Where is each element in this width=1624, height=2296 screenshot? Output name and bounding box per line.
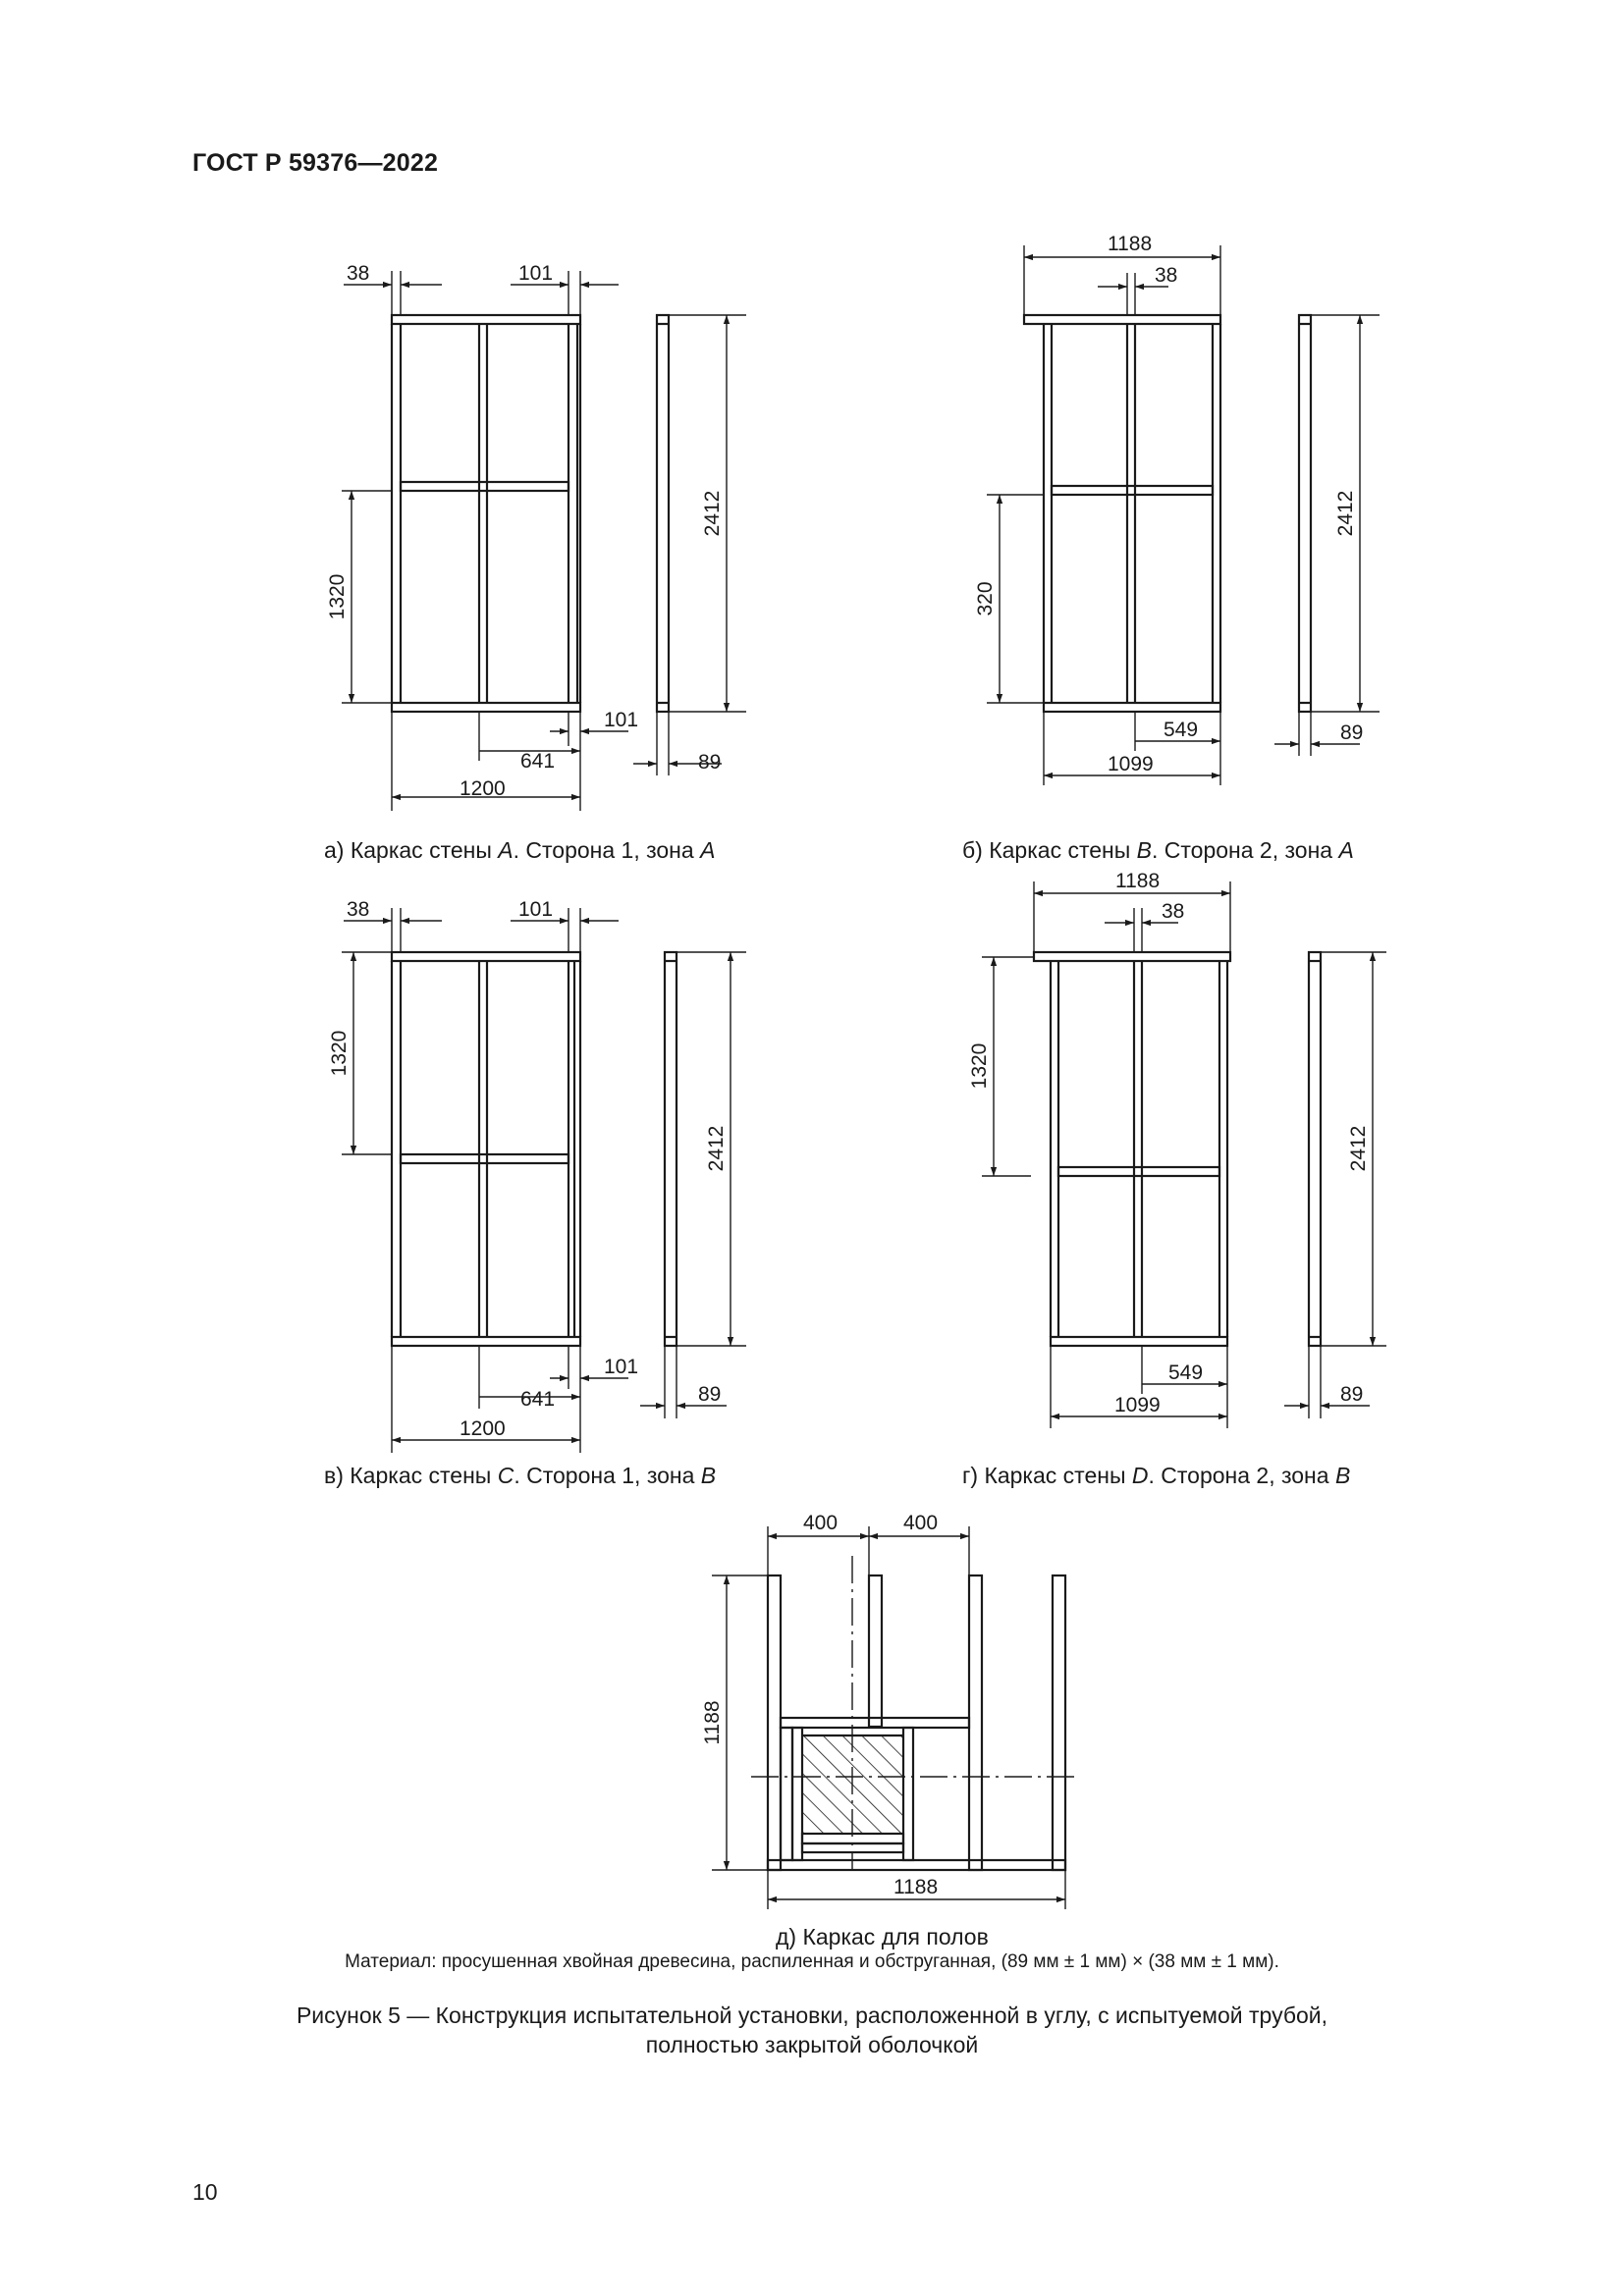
caption-e (776, 1924, 989, 1950)
frame-c (392, 952, 677, 1346)
dim-a-641: 641 (520, 750, 556, 773)
dim-a-1200: 1200 (460, 777, 506, 800)
caption-b-suffix: . Сторона 2, зона (1152, 837, 1339, 863)
dim-d-1099: 1099 (1114, 1394, 1161, 1416)
dim-a-2412: 2412 (701, 490, 724, 537)
dim-b-549: 549 (1164, 719, 1199, 741)
dim-c-1200: 1200 (460, 1417, 506, 1440)
document-header: ГОСТ Р 59376—2022 (192, 149, 439, 177)
caption-d (962, 1463, 1350, 1489)
caption-b (962, 837, 1354, 864)
dim-a-101-bottom: 101 (604, 709, 639, 731)
caption-a-zone: A (700, 837, 716, 863)
dim-e-1188-height: 1188 (701, 1700, 724, 1745)
caption-c (324, 1463, 716, 1489)
dim-d-2412: 2412 (1347, 1125, 1370, 1172)
dim-b-38: 38 (1155, 264, 1178, 287)
dim-e-400-left: 400 (803, 1512, 839, 1534)
caption-d-letter: D (1131, 1463, 1149, 1488)
caption-d-zone: B (1334, 1463, 1351, 1488)
caption-c-zone: B (700, 1463, 717, 1488)
dim-c-89: 89 (698, 1383, 722, 1406)
caption-e-prefix: д) Каркас для полов (776, 1924, 989, 1949)
dim-d-1320: 1320 (968, 1042, 991, 1090)
caption-a-prefix: а) Каркас стены (324, 837, 499, 863)
caption-c-letter: C (497, 1463, 514, 1488)
dim-c-38: 38 (347, 898, 370, 921)
dim-c-2412: 2412 (705, 1125, 728, 1172)
caption-a (324, 837, 715, 864)
dim-a-89: 89 (698, 751, 722, 774)
dim-d-1188: 1188 (1115, 870, 1161, 892)
dim-d-549: 549 (1168, 1362, 1204, 1384)
caption-a-suffix: . Сторона 1, зона (513, 837, 701, 863)
caption-c-prefix: в) Каркас стены (324, 1463, 498, 1488)
frame-d (1034, 952, 1321, 1346)
caption-b-prefix: б) Каркас стены (962, 837, 1137, 863)
dim-a-38: 38 (347, 262, 370, 285)
dim-b-1188: 1188 (1108, 233, 1153, 255)
material-note: Материал: просушенная хвойная древесина, распиленная и обструганная, (89 мм ± 1 мм) × (38 мм ± 1 мм). (345, 1951, 1279, 1972)
dim-d-89: 89 (1340, 1383, 1364, 1406)
caption-c-suffix: . Сторона 1, зона (514, 1463, 701, 1488)
dim-e-1188-width: 1188 (893, 1876, 939, 1898)
dim-a-1320: 1320 (326, 573, 349, 620)
dim-b-1099: 1099 (1108, 753, 1154, 775)
frame-floor (768, 1575, 1065, 1870)
dim-a-101-top: 101 (518, 262, 554, 285)
caption-d-prefix: г) Каркас стены (962, 1463, 1132, 1488)
caption-b-letter: B (1136, 837, 1152, 863)
frame-b (1024, 315, 1311, 712)
dim-c-101-bottom: 101 (604, 1356, 639, 1378)
dim-c-101-top: 101 (518, 898, 554, 921)
frame-a (392, 315, 669, 712)
dim-c-1320: 1320 (328, 1030, 351, 1077)
figure-title-line-1: Рисунок 5 — Конструкция испытательной установки, расположенной в углу, с испытуемой трубой, (296, 2002, 1328, 2028)
dim-b-89: 89 (1340, 721, 1364, 744)
caption-d-suffix: . Сторона 2, зона (1148, 1463, 1335, 1488)
dim-b-2412: 2412 (1334, 490, 1357, 537)
figure-title (0, 2001, 1624, 2059)
caption-a-letter: A (498, 837, 514, 863)
caption-b-zone: A (1338, 837, 1354, 863)
dim-b-320: 320 (974, 581, 997, 616)
dim-e-400-right: 400 (903, 1512, 939, 1534)
dim-d-38: 38 (1162, 900, 1185, 923)
page-number: 10 (192, 2179, 218, 2205)
dim-c-641: 641 (520, 1388, 556, 1411)
figure-title-line-2: полностью закрытой оболочкой (645, 2032, 979, 2057)
